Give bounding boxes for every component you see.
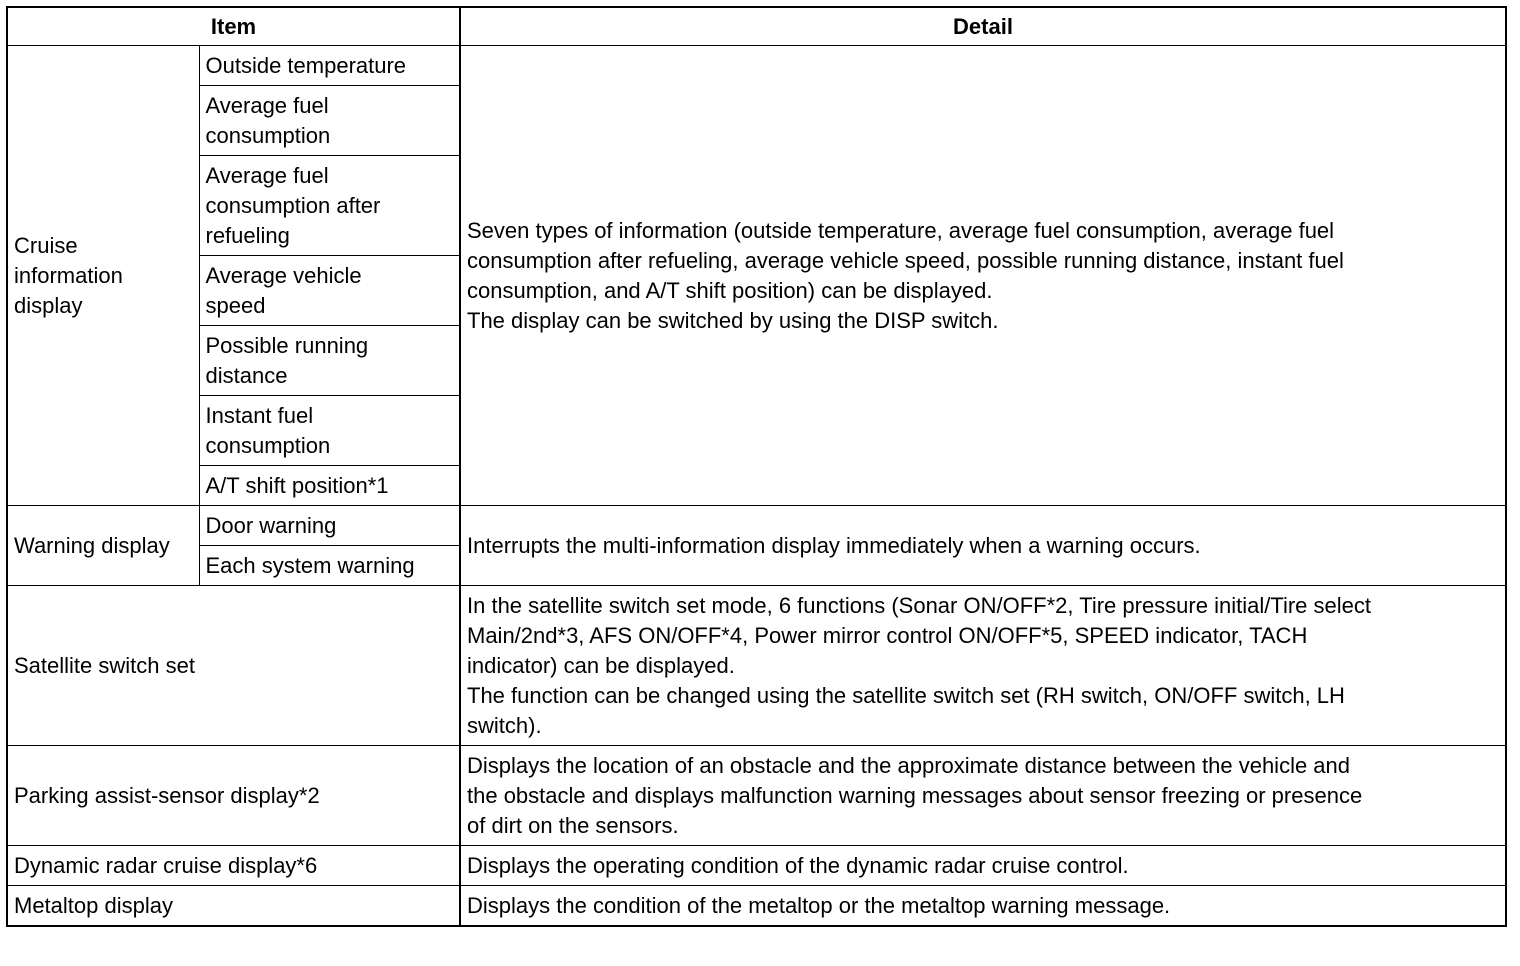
detail-text: Interrupts the multi-information display immediately when a warning occurs. (460, 506, 1506, 586)
header-detail: Detail (460, 7, 1506, 46)
item-label: Warning display (7, 506, 199, 586)
detail-text: Seven types of information (outside temperature, average fuel consumption, average fuel consumption after refueling, average vehicle speed, possible running distance, instant fuel consumption, and A/T shift position) can be displayed. The display can be switched by using the DISP switch. (460, 46, 1506, 506)
sub-item: Outside temperature (199, 46, 460, 86)
item-label: Parking assist-sensor display*2 (7, 746, 460, 846)
sub-item: Average fuel consumption (199, 86, 460, 156)
function-table (6, 6, 1507, 927)
table-row (7, 846, 1506, 886)
table-row (7, 886, 1506, 927)
sub-item: A/T shift position*1 (199, 466, 460, 506)
sub-item: Average vehicle speed (199, 256, 460, 326)
sub-item: Average fuel consumption after refueling (199, 156, 460, 256)
sub-item: Instant fuel consumption (199, 396, 460, 466)
item-label: Dynamic radar cruise display*6 (7, 846, 460, 886)
header-row (7, 7, 1506, 46)
table-row (7, 46, 1506, 86)
detail-text: Displays the location of an obstacle and the approximate distance between the vehicle and the obstacle and displays malfunction warning messages about sensor freezing or presence of dirt on the sensors. (460, 746, 1506, 846)
detail-text: In the satellite switch set mode, 6 functions (Sonar ON/OFF*2, Tire pressure initial/Tire select Main/2nd*3, AFS ON/OFF*4, Power mirror control ON/OFF*5, SPEED indicator, TACH indicator) can be displayed. The function can be changed using the satellite switch set (RH switch, ON/OFF switch, LH switch). (460, 586, 1506, 746)
table-row (7, 506, 1506, 546)
detail-text: Displays the operating condition of the dynamic radar cruise control. (460, 846, 1506, 886)
table-row (7, 586, 1506, 746)
sub-item: Possible running distance (199, 326, 460, 396)
sub-item: Each system warning (199, 546, 460, 586)
item-label: Satellite switch set (7, 586, 460, 746)
item-label: Metaltop display (7, 886, 460, 927)
item-label: Cruise information display (7, 46, 199, 506)
header-item: Item (7, 7, 460, 46)
sub-item: Door warning (199, 506, 460, 546)
detail-text: Displays the condition of the metaltop or the metaltop warning message. (460, 886, 1506, 927)
table-row (7, 746, 1506, 846)
